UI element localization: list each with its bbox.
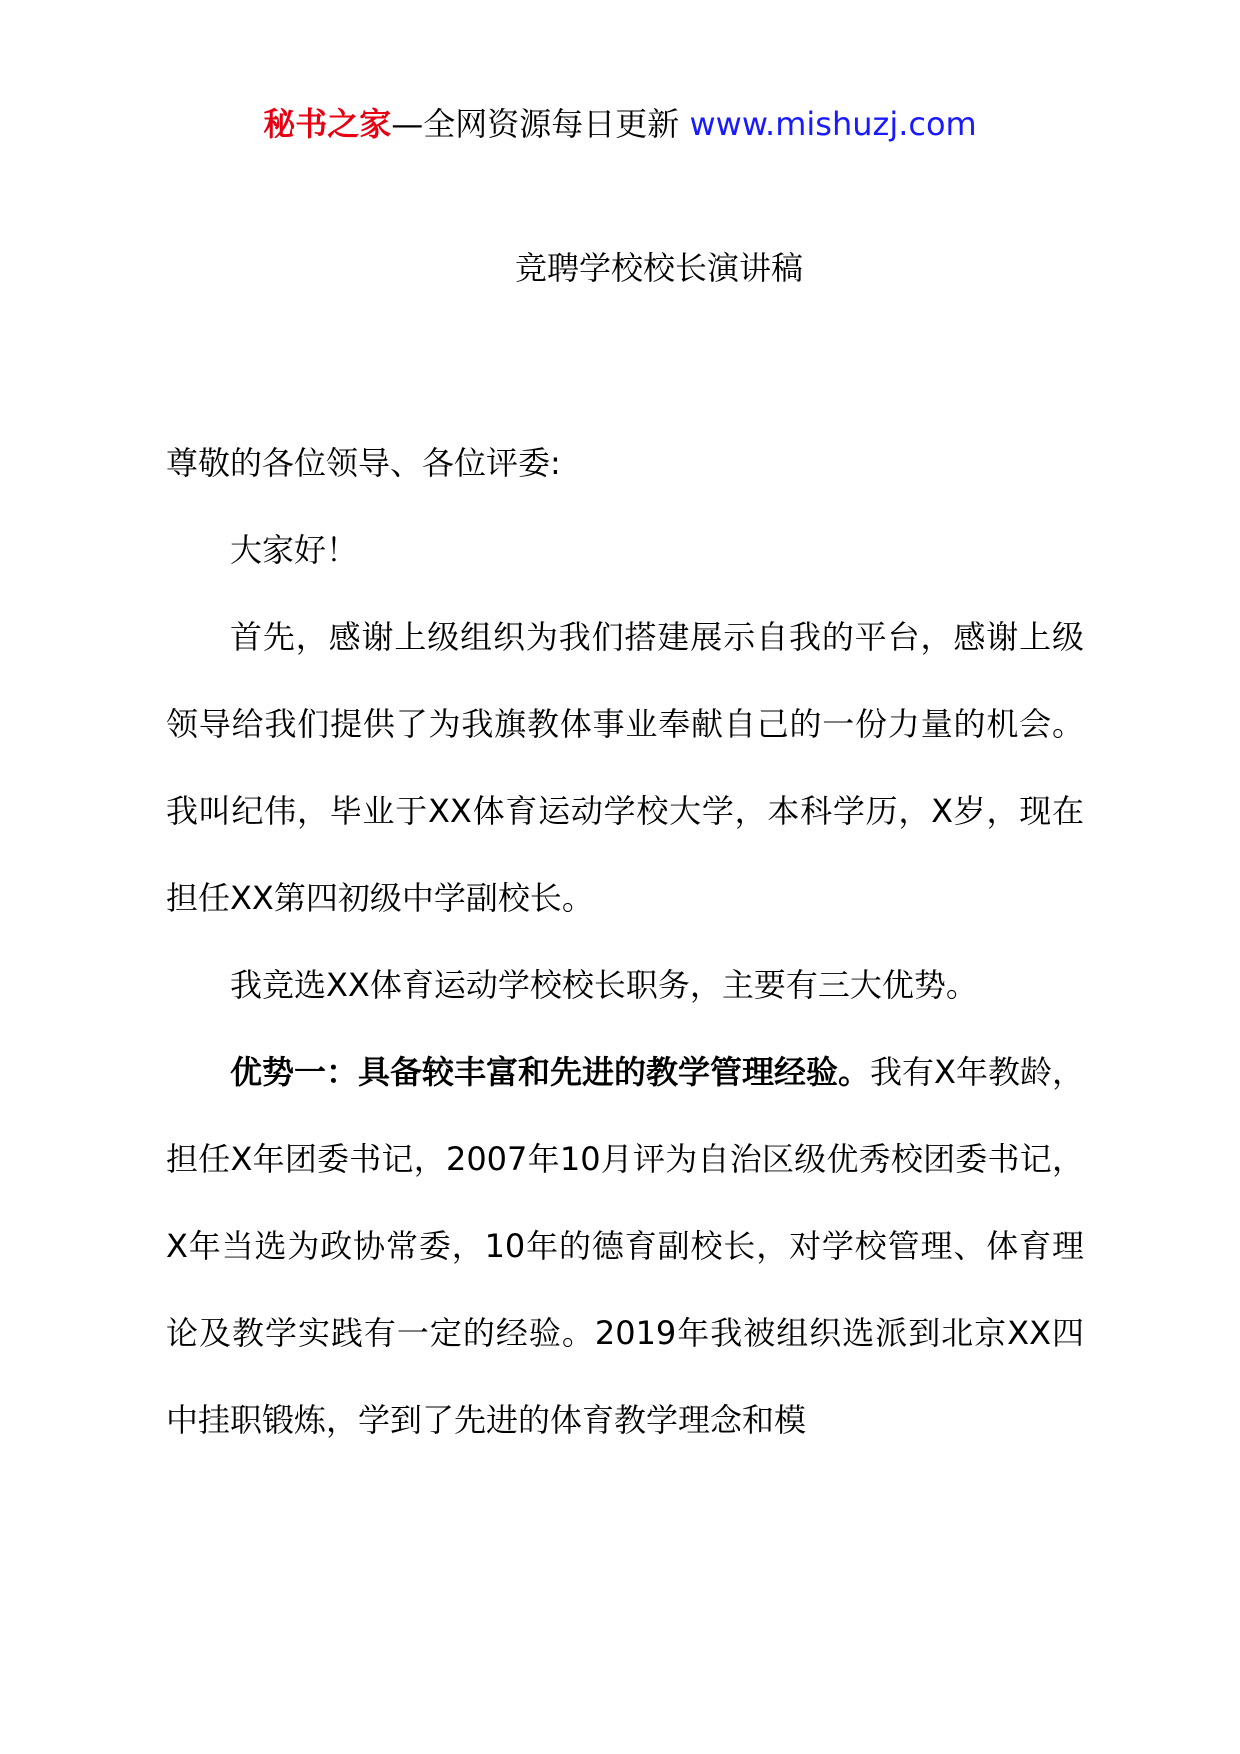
advantage-one-text: 我有X年教龄，担任X年团委书记，2007年10月评为自治区级优秀校团委书记，X年当选为政协常委，10年的德育副校长，对学校管理、体育理论及教学实践有一定的经验。2019年我被组织选派到北京XX四中挂职锻炼，学到了先进的体育教学理念和模: [166, 1053, 1084, 1439]
document-body: [166, 420, 1084, 1464]
paragraph-advantages: 我竞选XX体育运动学校校长职务，主要有三大优势。: [230, 966, 978, 1004]
site-header: [0, 100, 1240, 148]
paragraph-advantage-one: [166, 1029, 1084, 1464]
site-tagline: —全网资源每日更新: [391, 105, 680, 143]
advantage-one-heading: 优势一：具备较丰富和先进的教学管理经验。: [230, 1053, 871, 1091]
site-url-link[interactable]: www.mishuzj.com: [689, 105, 977, 143]
paragraph-intro: 首先，感谢上级组织为我们搭建展示自我的平台，感谢上级领导给我们提供了为我旗教体事业奉献自己的一份力量的机会。我叫纪伟，毕业于XX体育运动学校大学，本科学历，X岁，现在担任XX第四初级中学副校长。: [166, 618, 1084, 917]
site-brand: 秘书之家: [263, 105, 392, 143]
salutation: 尊敬的各位领导、各位评委:: [166, 444, 561, 482]
document-title: 竞聘学校校长演讲稿: [514, 249, 803, 287]
greeting: 大家好！: [230, 531, 359, 569]
